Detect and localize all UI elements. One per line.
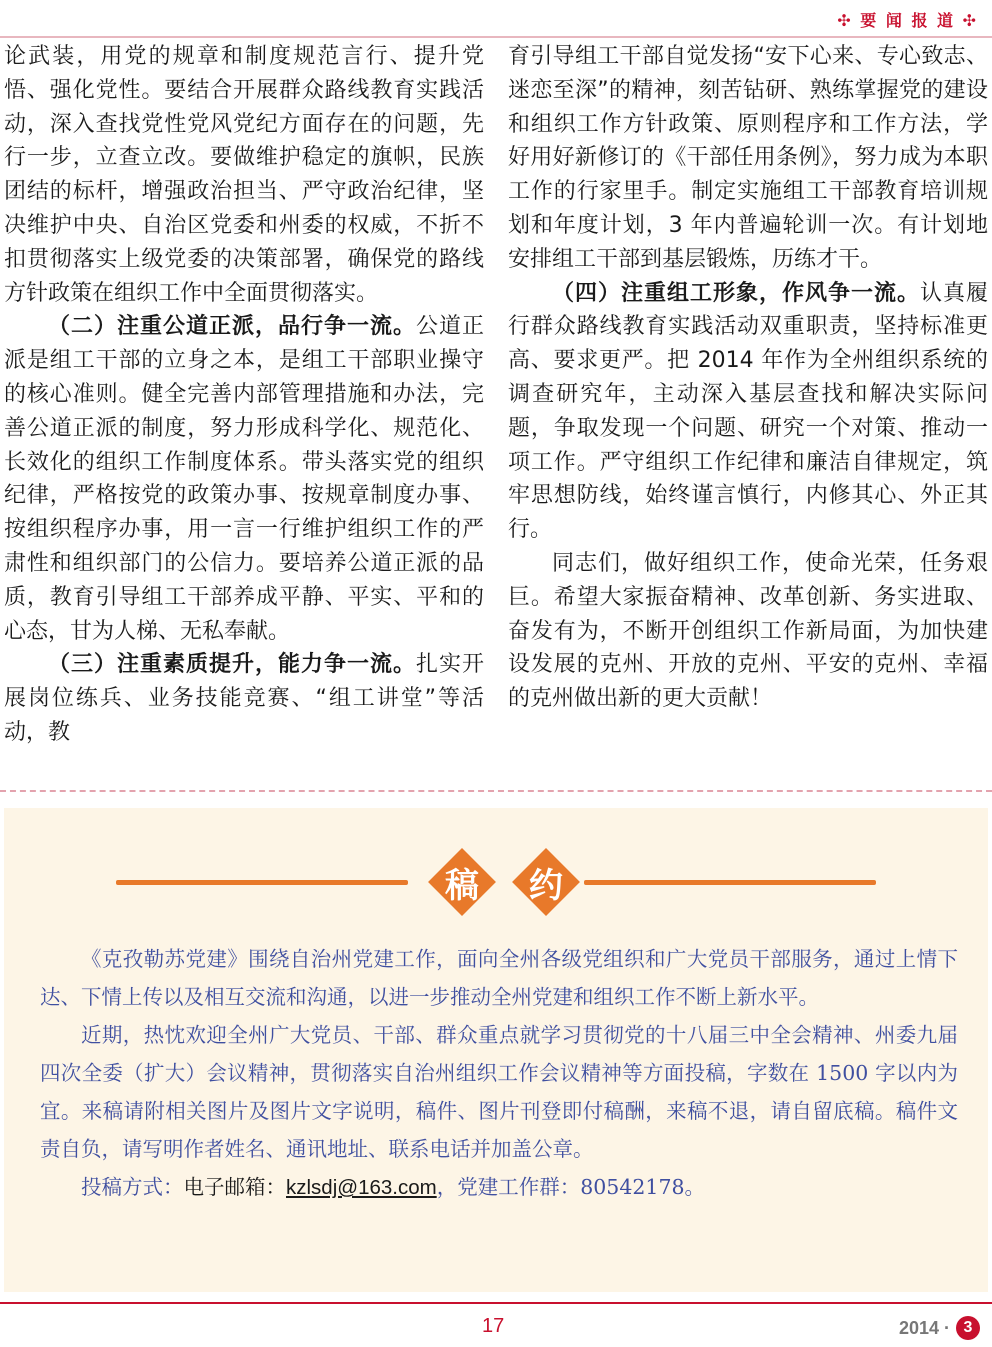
contact-email[interactable]: kzlsdj@163.com — [286, 1176, 437, 1199]
right-paragraph-2 — [508, 277, 988, 547]
dashed-divider — [0, 790, 992, 792]
notice-body — [40, 940, 958, 1207]
ornament-line-right — [584, 880, 876, 885]
section-body-3: 扎实开展岗位练兵、业务技能竞赛、“组工讲堂”等活动，教 — [4, 652, 484, 745]
title-char-2: 约 — [529, 865, 563, 906]
section-tag: ✣ 要 闻 报 道 ✣ — [837, 11, 978, 30]
left-paragraph-1: 论武装，用党的规章和制度规范言行、提升党悟、强化党性。要结合开展群众路线教育实践活动，深入查找党性党风党纪方面存在的问题，先行一步，立查立改。要做维护稳定的旗帜，民族团结的标杆，增强政治担当、严守政治纪律，坚决维护中央、自治区党委和州委的权威，不折不扣贯彻落实上级党委的决策部署，确保党的路线方针政策在组织工作中全面贯彻落实。 — [4, 44, 484, 306]
section-heading-2: （二）注重公道正派，品行争一流。 — [48, 314, 416, 340]
right-paragraph-1: 育引导组工干部自觉发扬“安下心来、专心致志、迷恋至深”的精神，刻苦钻研、熟练掌握党的建设和组织工作方针政策、原则程序和工作方法，学好用好新修订的《干部任用条例》，努力成为本职工作的行家里手。制定实施组工干部教育培训规划和年度计划，3 年内普遍轮训一次。有计划地安排组工干部到基层锻炼，历练才干。 — [508, 44, 988, 272]
contact-group: ，党建工作群：80542178。 — [436, 1175, 706, 1199]
section-heading-3: （三）注重素质提升，能力争一流。 — [48, 652, 416, 678]
issue-year: 2014 · — [898, 1317, 950, 1338]
section-heading-4: （四）注重组工形象，作风争一流。 — [552, 280, 920, 306]
contact-label: 投稿方式： — [81, 1175, 184, 1199]
left-column — [4, 40, 484, 750]
contact-email-label: 电子邮箱： — [183, 1176, 286, 1199]
left-paragraph-2 — [4, 310, 484, 648]
call-for-papers-box — [4, 808, 988, 1292]
footer-divider — [0, 1302, 992, 1304]
notice-paragraph-2: 近期，热忱欢迎全州广大党员、干部、群众重点就学习贯彻党的十八届三中全会精神、州委九届四次全委（扩大）会议精神，贯彻落实自治州组织工作会议精神等方面投稿，字数在 1500 字以内为宜。来稿请附相关图片及图片文字说明，稿件、图片刊登即付稿酬，来稿不退，请自留底稿。稿件文责自负，请写明作者姓名、通讯地址、联系电话并加盖公章。 — [40, 1023, 958, 1161]
notice-contact — [40, 1168, 958, 1207]
notice-paragraph-1: 《克孜勒苏党建》围绕自治州党建工作，面向全州各级党组织和广大党员干部服务，通过上情下达、下情上传以及相互交流和沟通，以进一步推动全州党建和组织工作不断上新水平。 — [40, 947, 958, 1009]
title-diamond-2 — [512, 848, 580, 916]
right-paragraph-3: 同志们，做好组织工作，使命光荣，任务艰巨。希望大家振奋精神、改革创新、务实进取、奋发有为，不断开创组织工作新局面，为加快建设发展的克州、开放的克州、平安的克州、幸福的克州做出新的更大贡献！ — [508, 550, 988, 712]
issue-info — [899, 1316, 980, 1340]
right-column — [508, 40, 988, 716]
ornament-line-left — [116, 880, 408, 885]
left-paragraph-3 — [4, 648, 484, 749]
title-diamond-1 — [428, 848, 496, 916]
section-body-4: 认真履行群众路线教育实践活动双重职责，坚持标准更高、要求更严。把 2014 年作为全州组织系统的调查研究年，主动深入基层查找和解决实际问题，争取发现一个问题、研究一个对策、推动一项工作。严守组织工作纪律和廉洁自律规定，筑牢思想防线，始终谨言慎行，内修其心、外正其行。 — [508, 280, 988, 543]
issue-number-badge: 3 — [956, 1316, 980, 1340]
section-body-2: 公道正派是组工干部的立身之本，是组工干部职业操守的核心准则。健全完善内部管理措施和办法，完善公道正派的制度，努力形成科学化、规范化、长效化的组织工作制度体系。带头落实党的组织纪律，严格按党的政策办事、按规章制度办事、按组织程序办事，用一言一行维护组织工作的严肃性和组织部门的公信力。要培养公道正派的品质，教育引导组工干部养成平静、平实、平和的心态，甘为人梯、无私奉献。 — [4, 314, 484, 644]
title-char-1: 稿 — [445, 865, 479, 906]
header-divider — [0, 36, 992, 38]
page-number: 17 — [482, 1315, 505, 1337]
